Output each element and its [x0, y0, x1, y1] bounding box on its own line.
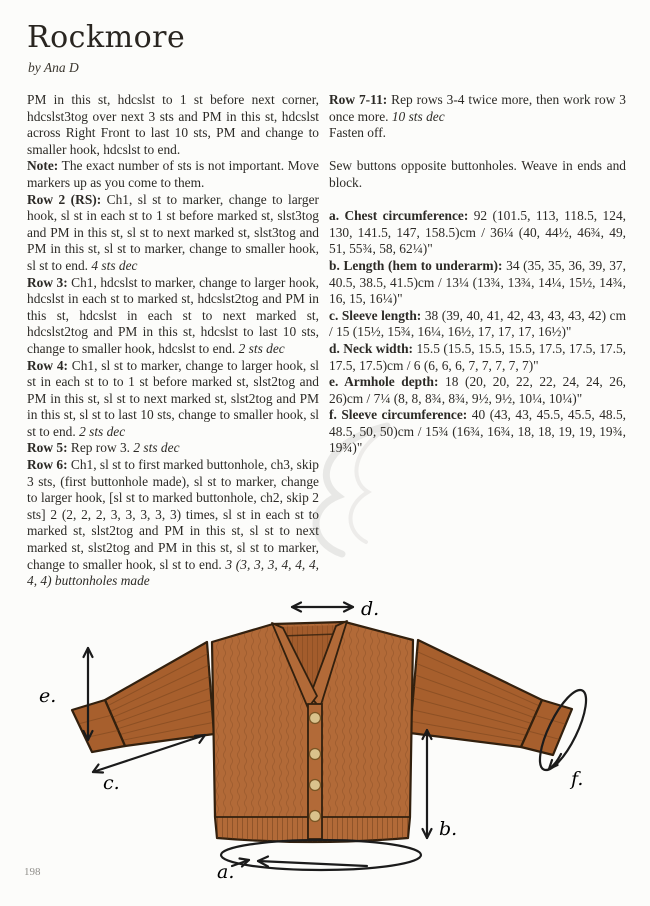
label-e: e.	[39, 685, 57, 707]
label-a: a.	[217, 861, 235, 883]
button	[310, 811, 321, 822]
paragraph: Row 5: Rep row 3. 2 sts dec	[27, 440, 180, 456]
label-b: b.	[439, 818, 458, 840]
label-c: c.	[103, 772, 120, 794]
left-sleeve	[72, 642, 214, 752]
label-f: f.	[571, 768, 584, 790]
paragraph: Row 6: Ch1, sl st to first marked buttonhole, ch3, skip 3 sts, (first buttonhole made), sl st to marker, change to larger hook, [sl st to marked buttonhole, ch2, skip 2 sts] 2 (2, 2, 2, 3, 3, 3, 3, 3) times, sl st in each st to marked st, slst2tog and PM in this st, sl st to next marked st, slst2tog and PM in this st, sl st to marker, change to smaller hook, sl st to end. 3 (3, 3, 3, 4, 4, 4, 4, 4) buttonholes made	[27, 457, 319, 589]
paragraph: Row 4: Ch1, sl st to marker, change to larger hook, sl st in each st to to 1 st before marked st, slst2tog and PM in this st, sl st to next marked st, slst2tog and PM in this st, sl st to last 10 sts, change to smaller hook, sl st to end. 2 sts dec	[27, 357, 319, 439]
paragraph: PM in this st, hdcslst to 1 st before next corner, hdcslst3tog over next 3 sts and PM in this st, hdcslst across Right Front to last 10 sts, PM and change to smaller hook, hdcslst to end.	[27, 92, 319, 157]
label-d: d.	[361, 598, 380, 620]
measure-arrow-d	[292, 603, 353, 612]
paragraph: Row 3: Ch1, hdcslst to marker, change to larger hook, hdcslst in each st to marked st, hdcslst2tog and PM in this st, hdcslst in each st to next marked st, hdcslst2tog and PM in this st, hdcslst to last 10 sts, change to smaller hook, hdcslst to end. 2 sts dec	[27, 274, 320, 356]
cardigan-schematic	[25, 578, 635, 890]
paragraph: Row 2 (RS): Ch1, sl st to marker, change to larger hook, sl st in each st to 1 st before marked st, slst3tog and PM in this st, sl st to next marked st, slst3tog and PM in this st, sl st to marker, change to smaller hook, sl st to end. 4 sts dec	[27, 191, 319, 273]
paragraph: Sew buttons opposite buttonholes. Weave in ends and block.	[329, 158, 626, 190]
paragraph: e. Armhole depth: 18 (20, 20, 22, 22, 24, 24, 26, 26)cm / 7¼ (8, 8, 8¾, 8¾, 9½, 9½, 10¼, 10¼)"	[329, 374, 626, 406]
right-sleeve	[410, 640, 572, 755]
paragraph: b. Length (hem to underarm): 34 (35, 35, 36, 39, 37, 40.5, 38.5, 41.5)cm / 13¼ (13¾, 13¾, 14¼, 15½, 14¾, 16, 15, 16¼)"	[329, 257, 626, 307]
paragraph: Row 7-11: Rep rows 3-4 twice more, then work row 3 once more. 10 sts dec	[329, 92, 626, 124]
measure-loop-a	[221, 840, 421, 870]
cardigan-body	[212, 621, 413, 842]
paragraph: a. Chest circumference: 92 (101.5, 113, 118.5, 124, 130, 141.5, 147, 158.5)cm / 36¼ (40, 44½, 46¾, 49, 51, 55¾, 58, 62¼)"	[329, 208, 626, 257]
button	[310, 713, 321, 724]
right-column	[329, 92, 626, 457]
page-title: Rockmore	[27, 20, 186, 55]
page-number: 198	[24, 866, 41, 878]
button	[310, 780, 321, 791]
byline: by Ana D	[28, 60, 79, 75]
paragraph: c. Sleeve length: 38 (39, 40, 41, 42, 43, 43, 43, 42) cm / 15 (15½, 15¾, 16¼, 16½, 17, 17, 17, 16½)"	[329, 307, 626, 340]
paragraph: d. Neck width: 15.5 (15.5, 15.5, 15.5, 17.5, 17.5, 17.5, 17.5, 17.5)cm / 6 (6, 6, 6, 7, 7, 7, 7, 7)"	[329, 340, 626, 373]
left-column	[27, 92, 319, 590]
measure-arrow-b	[423, 730, 432, 838]
button	[310, 749, 321, 760]
paragraph: Note: The exact number of sts is not important. Move markers up as you come to them.	[27, 158, 319, 190]
paragraph: Fasten off.	[329, 125, 387, 141]
paragraph: f. Sleeve circumference: 40 (43, 43, 45.5, 45.5, 48.5, 48.5, 50, 50)cm / 15¾ (16¾, 16¾, 18, 18, 19, 19, 19¾, 19¾)"	[329, 407, 626, 456]
